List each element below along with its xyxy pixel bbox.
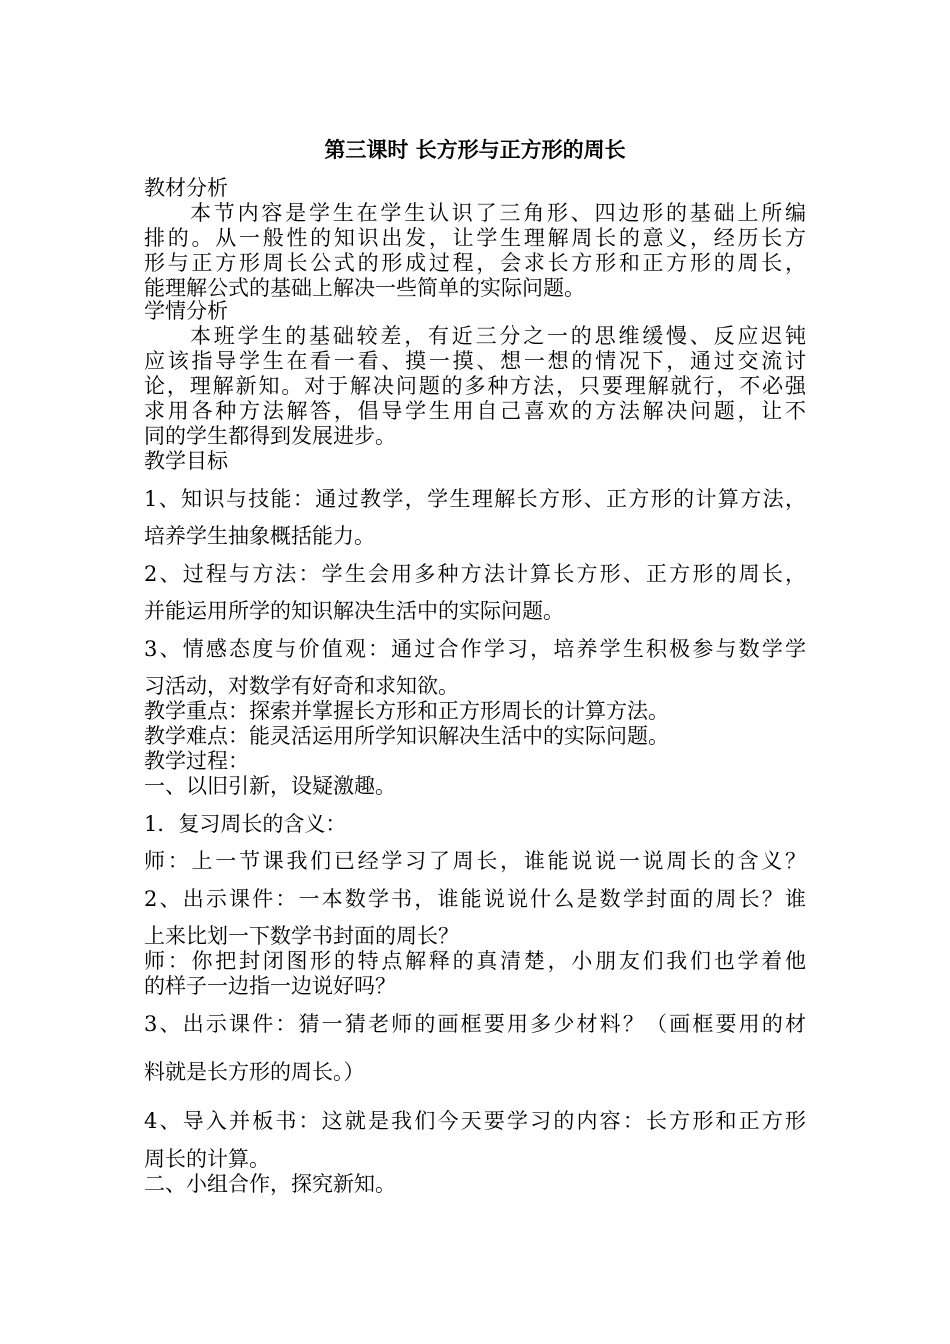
paragraph-line: 能理解公式的基础上解决一些简单的实际问题。 [144,276,585,300]
process-line: 1．复习周长的含义： [144,812,347,836]
heading-teaching-goals: 教学目标 [144,449,228,473]
goal-line: 3、情感态度与价值观：通过合作学习，培养学生积极参与数学学 [144,637,806,661]
paragraph-line: 应该指导学生在看一看、摸一摸、想一想的情况下，通过交流讨 [144,349,806,373]
paragraph-line: 本节内容是学生在学生认识了三角形、四边形的基础上所编 [190,201,806,225]
goal-line: 2、过程与方法：学生会用多种方法计算长方形、正方形的周长， [144,562,806,586]
section-heading: 二、小组合作，探究新知。 [144,1172,396,1196]
goal-line: 习活动，对数学有好奇和求知欲。 [144,674,459,698]
heading-teaching-process: 教学过程： [144,749,249,773]
paragraph-line: 求用各种方法解答，倡导学生用自己喜欢的方法解决问题，让不 [144,399,806,423]
paragraph-line: 形与正方形周长公式的形成过程，会求长方形和正方形的周长， [144,251,806,275]
heading-student-analysis: 学情分析 [144,299,228,323]
process-line: 师：你把封闭图形的特点解释的真清楚，小朋友们我们也学着他 [144,949,806,973]
goal-line: 并能运用所学的知识解决生活中的实际问题。 [144,599,564,623]
paragraph-line: 排的。从一般性的知识出发，让学生理解周长的意义，经历长方 [144,226,806,250]
goal-line: 培养学生抽象概括能力。 [144,524,375,548]
process-line: 料就是长方形的周长。） [144,1060,365,1084]
document-title: 第三课时 长方形与正方形的周长 [324,137,626,162]
process-line: 3、出示课件：猜一猜老师的画框要用多少材料？（画框要用的材 [144,1012,806,1036]
process-line: 上来比划一下数学书封面的周长？ [144,924,459,948]
section-heading: 一、以旧引新，设疑激趣。 [144,774,396,798]
paragraph-line: 同的学生都得到发展进步。 [144,424,396,448]
difficult-point: 教学难点：能灵活运用所学知识解决生活中的实际问题。 [144,724,669,748]
heading-textbook-analysis: 教材分析 [144,176,228,200]
process-line: 4、导入并板书：这就是我们今天要学习的内容：长方形和正方形 [144,1109,806,1133]
process-line: 周长的计算。 [144,1147,270,1171]
process-line: 2、出示课件：一本数学书，谁能说说什么是数学封面的周长？谁 [144,887,806,911]
paragraph-line: 本班学生的基础较差，有近三分之一的思维缓慢、反应迟钝 [190,324,806,348]
goal-line: 1、知识与技能：通过教学，学生理解长方形、正方形的计算方法， [144,487,806,511]
paragraph-line: 论，理解新知。对于解决问题的多种方法，只要理解就行，不必强 [144,374,806,398]
process-line: 的样子一边指一边说好吗？ [144,974,396,998]
process-line: 师：上一节课我们已经学习了周长，谁能说说一说周长的含义？ [144,849,806,873]
key-point: 教学重点：探索并掌握长方形和正方形周长的计算方法。 [144,699,669,723]
